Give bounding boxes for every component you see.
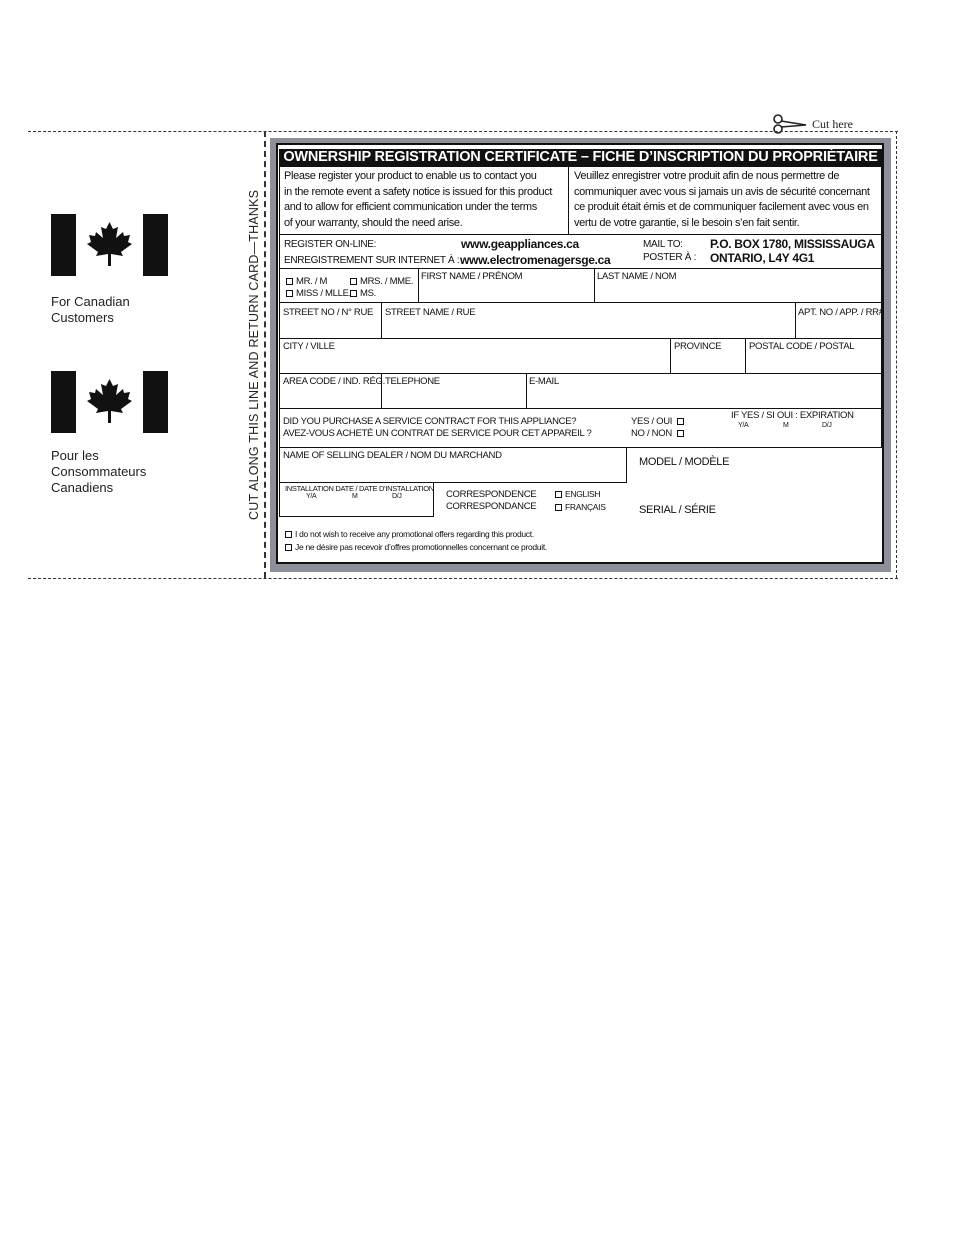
installation-month-label: M <box>352 493 358 500</box>
first-name-label: FIRST NAME / PRÉNOM <box>421 271 523 282</box>
apt-no-label: APT. NO / APP. / RR# <box>798 307 884 318</box>
installation-day-label: D/J <box>392 493 402 500</box>
street-name-label: STREET NAME / RUE <box>385 307 476 318</box>
cut-here-label: Cut here <box>812 117 853 131</box>
title-mrs-option[interactable]: MRS. / MME. <box>350 276 413 287</box>
mail-to-label: MAIL TO: <box>643 239 683 250</box>
expiration-year-label: Y/A <box>738 422 749 429</box>
province-label: PROVINCE <box>674 341 722 352</box>
cut-line-bottom <box>28 578 898 579</box>
model-label: MODEL / MODÈLE <box>639 456 730 468</box>
cut-line-right <box>896 131 897 578</box>
flag-label-en: For Canadian Customers <box>51 294 130 325</box>
service-yes-option[interactable]: YES / OUI <box>631 416 687 427</box>
service-question-fr: AVEZ-VOUS ACHETÉ UN CONTRAT DE SERVICE POUR CET APPAREIL ? <box>283 428 592 439</box>
area-code-label: AREA CODE / IND. RÉG. <box>283 376 385 387</box>
correspondence-label-en: CORRESPONDENCE <box>446 489 537 500</box>
city-field[interactable] <box>279 338 671 374</box>
mail-address-line-2: ONTARIO, L4Y 4G1 <box>710 251 815 265</box>
flag-label-fr: Pour les Consommateurs Canadiens <box>51 448 147 495</box>
card-title: OWNERSHIP REGISTRATION CERTIFICATE – FICHE D’INSCRIPTION DU PROPRIÉTAIRE <box>279 149 882 166</box>
promo-opt-out-en[interactable]: I do not wish to receive any promotional offers regarding this product. <box>285 529 534 539</box>
canada-flag-icon <box>51 214 168 276</box>
cut-line-top <box>28 131 898 132</box>
title-mr-option[interactable]: MR. / M <box>286 276 327 287</box>
register-fr-label: ENREGISTREMENT SUR INTERNET À : <box>284 255 460 266</box>
postal-code-label: POSTAL CODE / POSTAL <box>749 341 855 352</box>
english-option[interactable]: ENGLISH <box>555 489 600 499</box>
intro-fr-text: Veuillez enregistrer votre produit afin de nous permettre de communiquer avec vous si jamais un avis de sécurité concernant ce produit était émis et de communiquer facilement avec vous en vertu de votre garantie, si le besoin s’en fait sentir. <box>574 170 870 229</box>
telephone-label: TELEPHONE <box>385 376 440 387</box>
expiration-label: IF YES / SI OUI : EXPIRATION <box>731 410 854 421</box>
street-no-label: STREET NO / N° RUE <box>283 307 374 318</box>
cut-line-vertical <box>264 131 266 578</box>
serial-label: SERIAL / SÉRIE <box>639 504 716 516</box>
title-ms-option[interactable]: MS. <box>350 288 376 299</box>
french-option[interactable]: FRANÇAIS <box>555 502 606 512</box>
email-field[interactable] <box>526 373 882 409</box>
register-fr-link[interactable]: www.electromenagersge.ca <box>460 253 611 267</box>
promo-opt-out-fr[interactable]: Je ne désire pas recevoir d’offres promotionnelles concernant ce produit. <box>285 542 547 552</box>
expiration-day-label: D/J <box>822 422 832 429</box>
title-miss-option[interactable]: MISS / MLLE. <box>286 288 351 299</box>
email-label: E-MAIL <box>529 376 559 387</box>
mail-address-line-1: P.O. BOX 1780, MISSISSAUGA <box>710 237 875 251</box>
canada-flag-icon <box>51 371 168 433</box>
dealer-label: NAME OF SELLING DEALER / NOM DU MARCHAND <box>283 450 502 461</box>
poster-a-label: POSTER À : <box>643 252 697 263</box>
register-online-link[interactable]: www.geappliances.ca <box>461 237 579 251</box>
correspondence-label-fr: CORRESPONDANCE <box>446 501 537 512</box>
service-no-option[interactable]: NO / NON <box>631 428 687 439</box>
last-name-label: LAST NAME / NOM <box>597 271 677 282</box>
installation-year-label: Y/A <box>306 493 317 500</box>
city-label: CITY / VILLE <box>283 341 335 352</box>
expiration-month-label: M <box>783 422 789 429</box>
cut-instruction: CUT ALONG THIS LINE AND RETURN CARD—THANKS <box>247 189 261 520</box>
service-question-en: DID YOU PURCHASE A SERVICE CONTRACT FOR THIS APPLIANCE? <box>283 416 577 427</box>
installation-label: INSTALLATION DATE / DATE D'INSTALLATION <box>285 484 434 493</box>
intro-en-text: Please register your product to enable us to contact you in the remote event a safety notice is issued for this product and to allow for efficient communication under the terms of your warranty, should the need arise. <box>284 170 553 229</box>
register-online-label: REGISTER ON-LINE: <box>284 239 377 250</box>
